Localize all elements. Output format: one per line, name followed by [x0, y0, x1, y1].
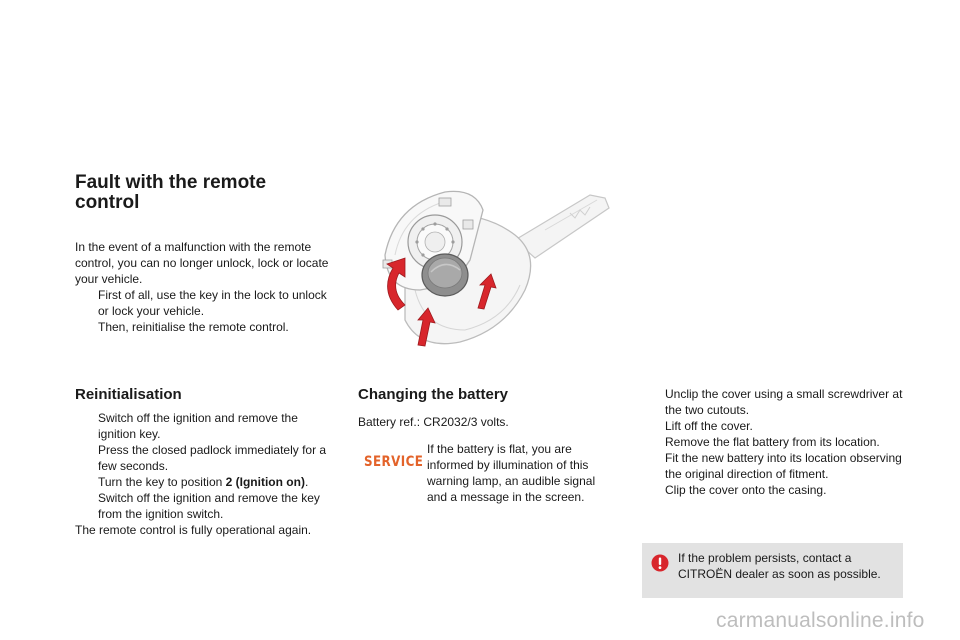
step-item [642, 434, 904, 450]
battery-heading: Changing the battery [358, 386, 509, 403]
watermark: carmanualsonline.info [716, 609, 925, 632]
intro-bullet [75, 319, 333, 335]
reinit-section [75, 410, 337, 538]
page-title: Fault with the remote control [75, 172, 267, 213]
step-item [642, 482, 904, 498]
service-warning-lamp: SERVICE [364, 454, 424, 470]
reinit-bullet-end: . [304, 475, 309, 489]
key-battery-illustration [365, 180, 625, 355]
step-item [642, 418, 904, 434]
step-text: Lift off the cover. [665, 419, 753, 433]
intro-bullet [75, 287, 333, 319]
reinit-bullet [75, 410, 337, 442]
reinit-bullet-text: Turn the key to position [98, 475, 226, 489]
intro-section [75, 239, 333, 335]
reinit-bullet-text: Switch off the ignition and remove the ignition key. [98, 411, 298, 441]
step-text: Fit the new battery into its location observing the original direction of fitment. [665, 451, 902, 481]
step-item [642, 450, 904, 482]
battery-ref: Battery ref.: CR2032/3 volts. [358, 415, 509, 429]
reinit-footer: The remote control is fully operational again. [75, 523, 312, 537]
step-text: Clip the cover onto the casing. [665, 483, 827, 497]
intro-bullet-text: First of all, use the key in the lock to unlock or lock your vehicle. [98, 288, 327, 318]
step-item [642, 386, 904, 418]
battery-warning-text: If the battery is flat, you are informed by illumination of this warning lamp, an audible signal and a message in the screen. [427, 442, 596, 504]
ignition-position: 2 (Ignition on) [225, 475, 305, 489]
reinit-bullet [75, 442, 337, 474]
reinit-heading: Reinitialisation [75, 386, 182, 403]
note-box [642, 543, 903, 598]
reinit-bullet [75, 490, 337, 522]
warning-icon [651, 554, 669, 572]
note-text: If the problem persists, contact a CITROËN dealer as soon as possible. [678, 551, 881, 581]
intro-bullet-text: Then, reinitialise the remote control. [98, 320, 289, 334]
reinit-bullet [75, 474, 337, 490]
reinit-bullet-text: Press the closed padlock immediately for a few seconds. [98, 443, 327, 473]
reinit-bullet-text: Switch off the ignition and remove the key from the ignition switch. [98, 491, 320, 521]
step-text: Remove the flat battery from its location. [665, 435, 880, 449]
intro-text: In the event of a malfunction with the remote control, you can no longer unlock, lock or locate your vehicle. [75, 240, 329, 286]
battery-steps [642, 386, 904, 498]
step-text: Unclip the cover using a small screwdriver at the two cutouts. [665, 387, 903, 417]
